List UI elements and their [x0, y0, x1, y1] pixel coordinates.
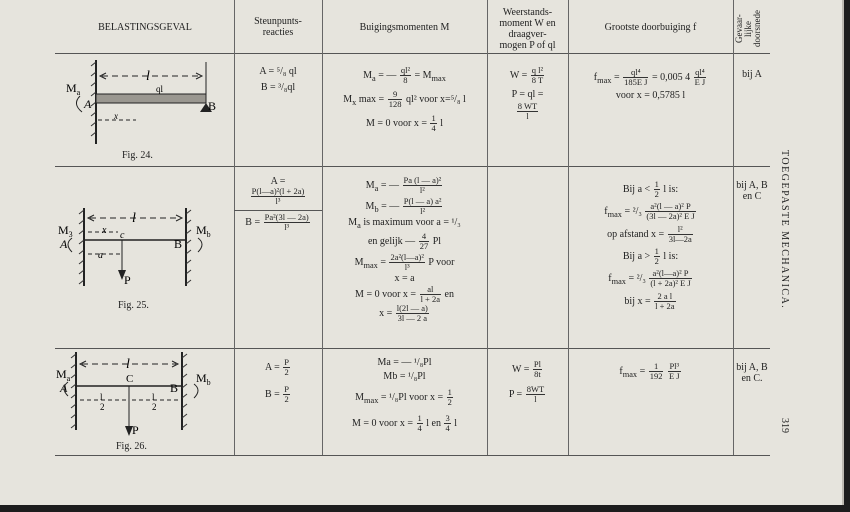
row1-moments: $M_a$ = — $\frac{\text{ql²}}{8}$ = $M_{max}$ $M_x$ max = $\frac{9}{128}$ ql² voor x=⁵/₈ l M = 0 voor x = $\frac{1}{4}$ l: [343, 65, 466, 133]
fig-26-half-right: l: [152, 392, 155, 402]
fig-24-x-label: x: [114, 111, 118, 121]
row2-deflection: Bij a < $\frac{1}{2}$ l is: $f_{max} = ^2/_3$ $\frac{\text{a²(l — a)² P}}{\text{(3l — 2a)² E J}}$ op afstand x = $\frac{\text{l²}}{3l—2a}$ Bij a > $\frac{1}{2}$ l is: $f_{max} = ^2/_3$ $\frac{\text{a²(l—a)² P}}{\text{(l + 2a)² E J}}$ bij x = $\frac{\text{2 a l}}{l + 2a}$: [604, 179, 695, 311]
fig-25-a-label: A: [60, 237, 68, 251]
header-resistance: Weerstands- moment W en draagver- mogen P of ql: [499, 7, 556, 51]
fig-25-mb-label: $M_b$: [196, 223, 211, 239]
fig-25-span-label: l: [132, 211, 136, 226]
fig-26-b-label: B: [170, 381, 179, 395]
row2-danger: bij A, B en C: [736, 180, 768, 202]
fig-26-span-label: l: [126, 357, 130, 372]
row3-reactions: A = $\frac{P}{2}$ B = $\frac{P}{2}$: [264, 357, 290, 404]
header-rule: [55, 53, 770, 54]
page-number: 319: [779, 418, 790, 433]
row1-resistance: W = $\frac{\text{q l²}}{8 T}$ P = ql = $\frac{8 WT}{l}$: [509, 65, 544, 121]
row2-reactions: A = $\frac{\text{P(l—a)²(l + 2a)}}{\text{l³}}$ B = $\frac{\text{Pa²(3l — 2a)}}{\text{l³}}$: [234, 176, 322, 232]
header-danger: Gevaar- lijke doorsnede: [734, 10, 762, 48]
row1-deflection: $f_{max}$ = $\frac{\text{ql⁴}}{\text{185E J}}$ = 0,005 4 $\frac{\text{ql⁴}}{\text{E J}}$ voor x = 0,5785 l: [593, 67, 706, 101]
fig-25-diagram: [58, 200, 230, 296]
side-running-title: TOEGEPASTE MECHANICA.: [779, 150, 790, 310]
row3-moments: Ma = — ¹/₈Pl Mb = ¹/₈Pl $M_{max} = ^1/_8Pl$ voor x = $\frac{1}{2}$ M = 0 voor x = $\frac{1}{4}$ l en $\frac{3}{4}$ l: [351, 357, 457, 433]
row1-danger: bij A: [742, 69, 762, 80]
svg-text:2: 2: [100, 402, 105, 412]
fig-26-diagram: [56, 350, 230, 442]
fig-25-x-label: x: [102, 225, 107, 236]
fig-24-caption: Fig. 24.: [122, 150, 153, 161]
fig-24-b-label: B: [208, 99, 217, 113]
row3-danger: bij A, B en C.: [736, 362, 768, 384]
fig-25-m3-label: $M_3$: [58, 223, 73, 239]
fig-26-half-left: l: [100, 392, 103, 402]
row3-deflection: $f_{max}$ = $\frac{1}{192}$ $\frac{\text{Pl³}}{\text{E J}}$: [619, 361, 680, 381]
fig-25-a-dim-label: a: [98, 250, 103, 261]
fig-24-a-label: A: [84, 97, 92, 111]
row-rule-2: [55, 348, 770, 349]
fig-26-caption: Fig. 26.: [116, 441, 147, 452]
row3-resistance: W = $\frac{Pl}{8t}$ P = $\frac{8WT}{l}$: [508, 359, 545, 404]
fig-24-span-label: l: [146, 69, 150, 84]
fig-24-ma-label: $M_a$: [66, 81, 81, 97]
row-rule-1: [55, 166, 770, 167]
header-deflection: Grootste doorbuiging f: [604, 22, 697, 33]
fig-24-diagram: [60, 56, 230, 156]
fig-26-a-label: A: [60, 381, 68, 395]
fig-25-b-label: B: [174, 237, 183, 251]
bottom-rule: [55, 455, 770, 456]
header-case: BELASTINGSGEVAL: [98, 22, 192, 33]
fig-25-c-label: c: [120, 230, 125, 241]
svg-text:2: 2: [152, 402, 157, 412]
fig-26-mb-label: $M_b$: [196, 371, 211, 387]
header-moments: Buigingsmomenten M: [359, 22, 450, 33]
row2-moments: $M_a$ = — $\frac{\text{Pa (l — a)²}}{\text{l²}}$ $M_b$ = — $\frac{\text{P(l — a) a²}}{\text{l²}}$ $M_a$ is maximum voor a = ¹/₃ en gelijk — $\frac{4}{27}$ Pl $M_{max}$ = $\frac{\text{2a²(l—a)²}}{\text{l³}}$ P voor x = a M = 0 voor x = $\frac{al}{l + 2a}$ en x = $\frac{l(2l — a)}{3l — 2 a}$: [348, 175, 461, 323]
fig-25-load-label: P: [124, 273, 131, 287]
row1-reactions: A = ⁵/₈ ql B = ³/₈ql: [259, 66, 297, 93]
fig-26-c-label: C: [126, 373, 134, 385]
header-reactions: Steunpunts- reacties: [254, 16, 302, 38]
fig-26-ma-label: $M_a$: [56, 367, 71, 383]
fig-26-load-label: P: [132, 423, 139, 437]
fig-24-load-label: ql: [156, 84, 164, 94]
fig-25-caption: Fig. 25.: [118, 300, 149, 311]
